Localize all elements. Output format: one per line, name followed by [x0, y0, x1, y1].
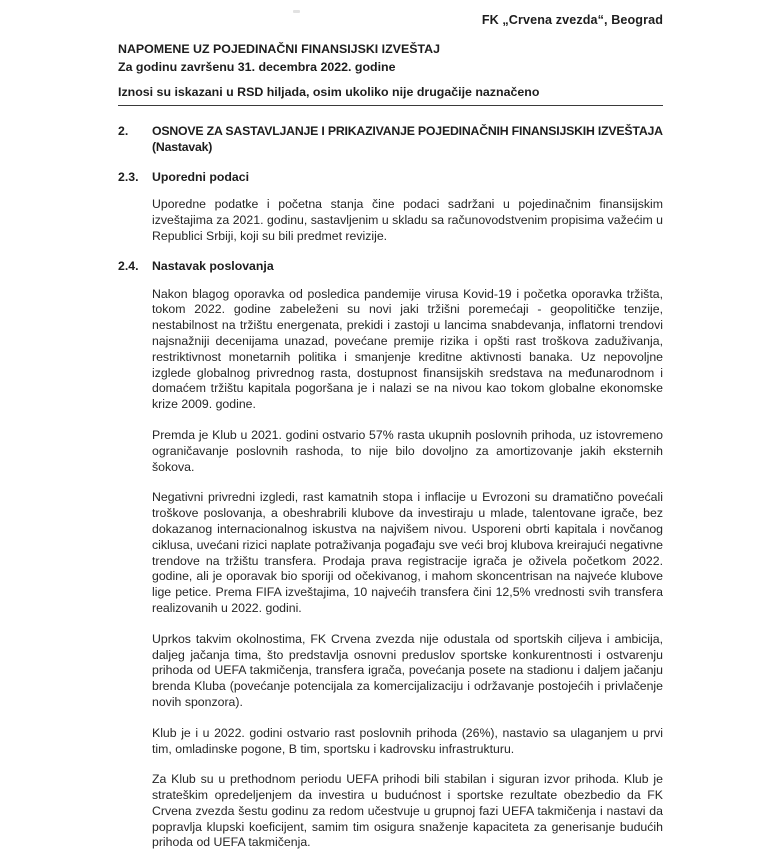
- amounts-note: Iznosi su iskazani u RSD hiljada, osim ukoliko nije drugačije naznačeno: [118, 83, 663, 106]
- section-2-title-block: [152, 124, 663, 156]
- company-name: FK „Crvena zvezda“, Beograd: [481, 13, 663, 27]
- section-2-3-heading: [118, 170, 663, 186]
- section-2-title: OSNOVE ZA SASTAVLJANJE I PRIKAZIVANJE POJEDINAČNIH FINANSIJSKIH IZVEŠTAJA: [152, 124, 663, 138]
- section-2-4-paragraph-3: Negativni privredni izgledi, rast kamatnih stopa i inflacije u Evrozoni su dramatično povećali troškove poslovanja, a obeshrabrili klubove da investiraju u mlade, talentovane igrače, bez dokazanog internacionalnog iskustva na najvišem nivou. Usporeni obrti kapitala i novčanog ciklusa, uvećani rizici naplate potraživanja pogađaju sve veći broj klubova kreirajući negativne trendove na tržištu transfera. Prodaja prava registracije igrača je oživela početkom 2022. godine, ali je oporavak bio sporiji od očekivanog, i mahom skoncentrisan na najveće klubove lige petice. Prema FIFA izveštajima, 10 najvećih transfera čini 12,5% vrednosti svih transfera realizovanih u 2022. godini.: [152, 490, 663, 615]
- section-2-3-paragraph-1: Uporedne podatke i početna stanja čine podaci sadržani u pojedinačnim finansijskim izveštajima za 2021. godinu, sastavljenim u skladu sa računovodstvenim propisima važećim u Republici Srbiji, koji su bili predmet revizije.: [152, 197, 663, 243]
- section-2-4-number: 2.4.: [118, 258, 139, 273]
- section-2-4-heading: [118, 259, 663, 275]
- section-2-number: 2.: [118, 124, 129, 138]
- document-body: [118, 124, 663, 849]
- section-2-4-paragraph-1: Nakon blagog oporavka od posledica pandemije virusa Kovid-19 i početka oporavka tržišta, tokom 2022. godine zabeleženi su novi jaki tržišni poremećaji - geopolitičke tenzije, nestabilnost na tržištu energenata, prekidi i zastoji u lancima snabdevanja, inflatorni trendovi najsnažniji decenijama unazad, povećane premije rizika i opšti rast troškova zaduživanja, restriktivnost monetarnih politika i smanjenje kreditne aktivnosti banaka. Uz nepovoljne izglede globalnog privrednog rasta, dostupnost finansijskih sredstava na međunarodnom i domaćem tržištu kapitala pogoršana je i nalazi se na nivou kao tokom globalne ekonomske krize 2009. godine.: [152, 286, 663, 412]
- section-2-title-suffix: (Nastavak): [152, 139, 213, 154]
- section-2-4-title: Nastavak poslovanja: [152, 258, 274, 273]
- section-2-4-paragraph-5: Klub je i u 2022. godini ostvario rast poslovnih prihoda (26%), nastavio sa ulaganjem u prvi tim, omladinske pogone, B tim, sportsku i kadrovsku infrastrukturu.: [152, 725, 663, 756]
- section-2-4-paragraph-4: Uprkos takvim okolnostima, FK Crvena zvezda nije odustala od sportskih ciljeva i ambicija, daljeg jačanja tima, što predstavlja osnovni preduslov sportske konkurentnosti i ostvarenju prihoda od UEFA takmičenja, transfera igrača, povećanja posete na stadionu i daljem jačanju brenda Kluba (povećanje potencijala za komercijalizaciju i održavanje postojećih i privlačenje novih sponzora).: [152, 631, 663, 709]
- doc-title: NAPOMENE UZ POJEDINAČNI FINANSIJSKI IZVEŠTAJ: [118, 42, 440, 56]
- section-2-3-number: 2.3.: [118, 169, 139, 184]
- section-2-4-paragraph-6: Za Klub su u prethodnom periodu UEFA prihodi bili stabilan i siguran izvor prihoda. Klub je strateškim opredeljenjem da investira u budućnost i sportske rezultate obezbedio da FK Crvena zvezda šestu godinu za redom učestvuje u grupnoj fazi UEFA takmičenja i nastavi da popravlja klupski koeficijent, samim tim osigura snaženje kapaciteta za generisanje budućih prihoda od UEFA takmičenja.: [152, 772, 663, 849]
- section-2-heading: [118, 124, 663, 156]
- scan-artifact: [293, 10, 300, 13]
- section-2-3-title: Uporedni podaci: [152, 169, 250, 184]
- doc-subtitle: Za godinu završenu 31. decembra 2022. godine: [118, 60, 396, 74]
- document-header: [118, 40, 663, 106]
- section-2-4-paragraph-2: Premda je Klub u 2021. godini ostvario 57% rasta ukupnih poslovnih prihoda, uz istovremeno ograničavanje poslovnih rashoda, to nije bilo dovoljno za amortizovanje jakih eksternih šokova.: [152, 427, 663, 474]
